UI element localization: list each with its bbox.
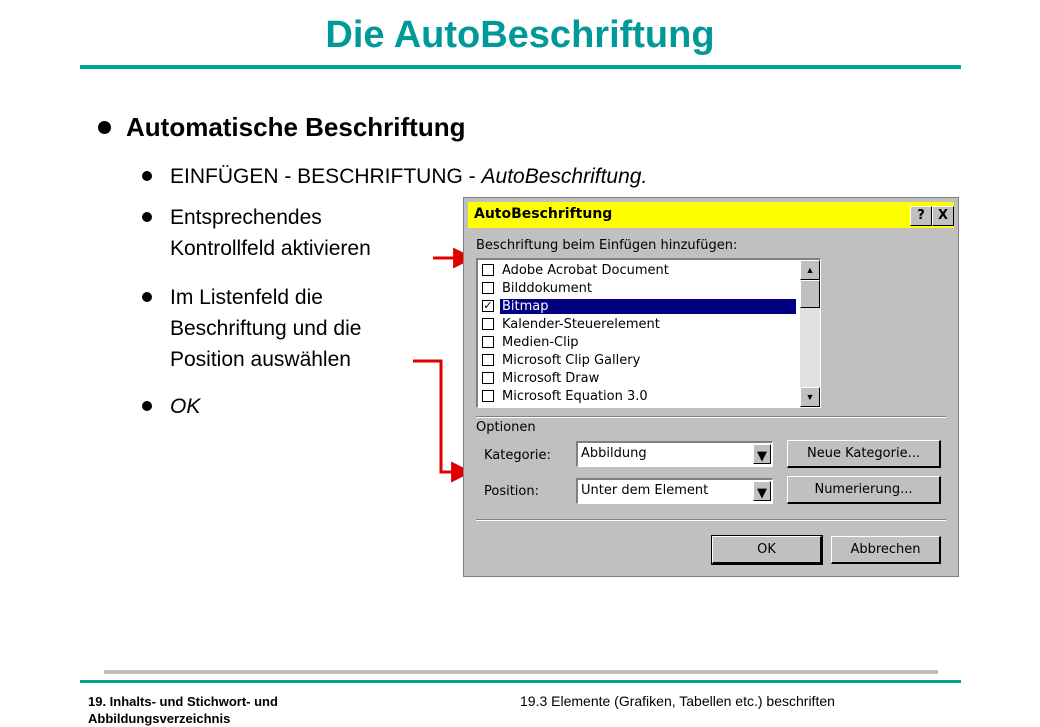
list-item-label: Microsoft Equation 3.0 bbox=[502, 389, 648, 404]
list-item-label: Medien-Clip bbox=[502, 335, 579, 350]
abbrechen-button[interactable]: Abbrechen bbox=[831, 536, 941, 564]
position-select[interactable] bbox=[576, 478, 773, 504]
step-activate-line2: Kontrollfeld aktivieren bbox=[170, 237, 371, 260]
step-select-line3: Position auswählen bbox=[170, 348, 351, 371]
list-item-checkbox[interactable] bbox=[482, 300, 494, 312]
list-item-label: Microsoft Draw bbox=[502, 371, 600, 386]
chevron-down-icon: ▼ bbox=[757, 486, 767, 501]
list-item-label: Kalender-Steuerelement bbox=[502, 317, 660, 332]
list-item[interactable] bbox=[480, 334, 798, 352]
list-item-label: Bitmap bbox=[500, 299, 796, 314]
list-scrollbar[interactable] bbox=[800, 260, 820, 407]
footer-chapter-line1: 19. Inhalts- und Stichwort- und bbox=[88, 694, 278, 709]
position-dropdown-button[interactable] bbox=[753, 481, 771, 501]
list-item[interactable] bbox=[480, 316, 798, 334]
numerierung-button[interactable]: Numerierung... bbox=[787, 476, 941, 504]
chevron-down-icon: ▼ bbox=[757, 449, 767, 464]
options-label: Optionen bbox=[476, 420, 536, 435]
main-bullet-text: Automatische Beschriftung bbox=[126, 112, 466, 142]
list-item[interactable] bbox=[480, 370, 798, 388]
step-activate-line1: Entsprechendes bbox=[170, 206, 322, 229]
list-item-checkbox[interactable] bbox=[482, 336, 494, 348]
list-item-selected[interactable] bbox=[480, 298, 798, 316]
menu-path: EINFÜGEN - BESCHRIFTUNG - bbox=[170, 165, 482, 188]
checkmark-icon: ✓ bbox=[483, 300, 493, 312]
footer-rule bbox=[80, 680, 961, 683]
slide-title: Die AutoBeschriftung bbox=[325, 14, 715, 56]
step-select-line2: Beschriftung und die bbox=[170, 317, 362, 340]
kategorie-value: Abbildung bbox=[581, 446, 647, 461]
dialog-titlebar bbox=[468, 202, 954, 228]
autobeschriftung-dialog bbox=[463, 197, 959, 577]
scroll-thumb[interactable] bbox=[800, 280, 820, 308]
neue-kategorie-button[interactable]: Neue Kategorie... bbox=[787, 440, 941, 468]
list-item[interactable] bbox=[480, 352, 798, 370]
list-item-label: Bilddokument bbox=[502, 281, 592, 296]
arrow-up-icon: ▲ bbox=[805, 265, 815, 275]
list-item-checkbox[interactable] bbox=[482, 354, 494, 366]
kategorie-dropdown-button[interactable] bbox=[753, 444, 771, 464]
help-button[interactable]: ? bbox=[910, 206, 932, 226]
kategorie-select[interactable] bbox=[576, 441, 773, 467]
kategorie-label: Kategorie: bbox=[484, 448, 551, 463]
list-item[interactable] bbox=[480, 388, 798, 406]
footer-section: 19.3 Elemente (Grafiken, Tabellen etc.) beschriften bbox=[520, 693, 835, 709]
menu-path-italic: AutoBeschriftung. bbox=[481, 165, 648, 188]
list-item[interactable] bbox=[480, 262, 798, 280]
close-button[interactable]: X bbox=[932, 206, 954, 226]
object-type-listbox[interactable] bbox=[476, 258, 821, 408]
scroll-down-button[interactable] bbox=[800, 387, 820, 407]
list-item-checkbox[interactable] bbox=[482, 318, 494, 330]
step-ok-text: OK bbox=[170, 395, 201, 418]
arrow-to-options bbox=[413, 361, 470, 472]
list-item-checkbox[interactable] bbox=[482, 372, 494, 384]
ok-button[interactable]: OK bbox=[712, 536, 822, 564]
list-item-label: Microsoft Clip Gallery bbox=[502, 353, 641, 368]
scroll-up-button[interactable] bbox=[800, 260, 820, 280]
list-item-label: Adobe Acrobat Document bbox=[502, 263, 669, 278]
position-label: Position: bbox=[484, 484, 539, 499]
position-value: Unter dem Element bbox=[581, 483, 709, 498]
footer-chapter-line2: Abbildungsverzeichnis bbox=[88, 711, 231, 726]
list-item[interactable] bbox=[480, 280, 798, 298]
list-item-checkbox[interactable] bbox=[482, 264, 494, 276]
arrow-down-icon: ▼ bbox=[805, 392, 815, 402]
list-item-checkbox[interactable] bbox=[482, 390, 494, 402]
list-label: Beschriftung beim Einfügen hinzufügen: bbox=[476, 238, 738, 253]
footer-shadow-rule bbox=[104, 670, 938, 674]
divider bbox=[476, 416, 946, 418]
list-item-checkbox[interactable] bbox=[482, 282, 494, 294]
dialog-title: AutoBeschriftung bbox=[474, 206, 613, 222]
footer-chapter bbox=[88, 693, 278, 727]
step-select-line1: Im Listenfeld die bbox=[170, 286, 323, 309]
divider bbox=[476, 519, 946, 521]
